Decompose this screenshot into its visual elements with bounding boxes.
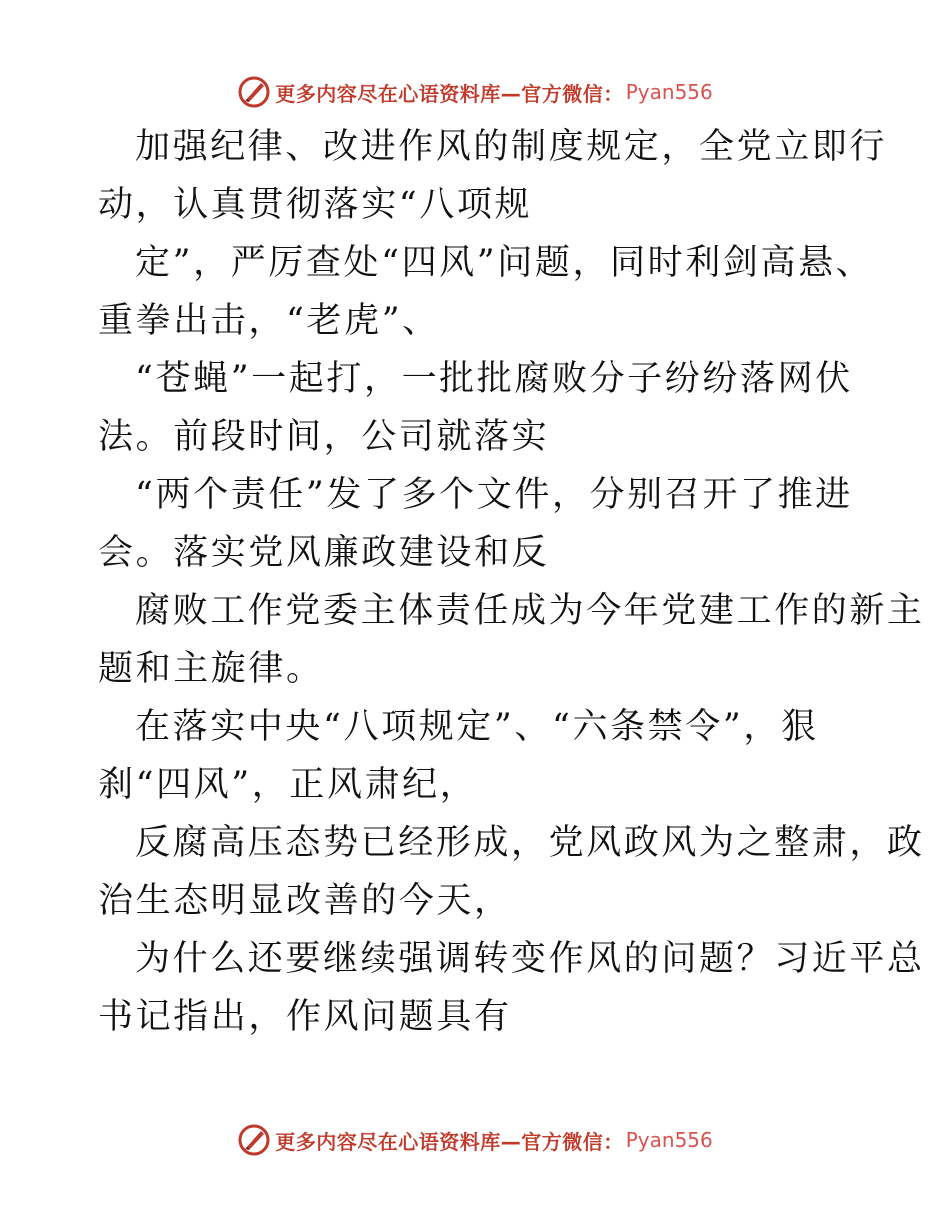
text-line: 为什么还要继续强调转变作风的问题？习近平总 [135,939,925,979]
text-line: 加强纪律、改进作风的制度规定，全党立即行 [135,127,888,167]
quill-seal-icon [237,1123,271,1157]
text-line: 法。前段时间，公司就落实 [98,417,550,457]
banner-text: 更多内容尽在心语资料库—官方微信： [275,81,624,106]
text-line: 会。落实党风廉政建设和反 [98,533,550,573]
header-banner [0,72,950,112]
text-line: 定”，严厉查处“四风”问题，同时利剑高悬、 [135,243,874,283]
banner-text: 更多内容尽在心语资料库—官方微信： [275,1129,624,1154]
text-line: 腐败工作党委主体责任成为今年党建工作的新主 [135,591,925,631]
banner-handle: Pyan556 [625,1128,713,1152]
text-line: 重拳出击，“老虎”、 [98,301,440,341]
text-line: “苍蝇”一起打，一批批腐败分子纷纷落网伏 [135,359,853,399]
quill-seal-icon [237,75,271,109]
text-line: 书记指出，作风问题具有 [98,997,512,1037]
footer-banner [0,1120,950,1160]
text-line: 题和主旋律。 [98,649,324,689]
text-line: 动，认真贯彻落实“八项规 [98,185,533,225]
text-line: “两个责任”发了多个文件，分别召开了推进 [135,475,853,515]
banner-handle: Pyan556 [625,80,713,104]
text-line: 反腐高压态势已经形成，党风政风为之整肃，政 [135,823,925,863]
text-line: 在落实中央“八项规定”、“六条禁令”，狠 [135,707,819,747]
text-line: 刹“四风”，正风肃纪， [98,765,478,805]
text-line: 治生态明显改善的今天， [98,881,512,921]
